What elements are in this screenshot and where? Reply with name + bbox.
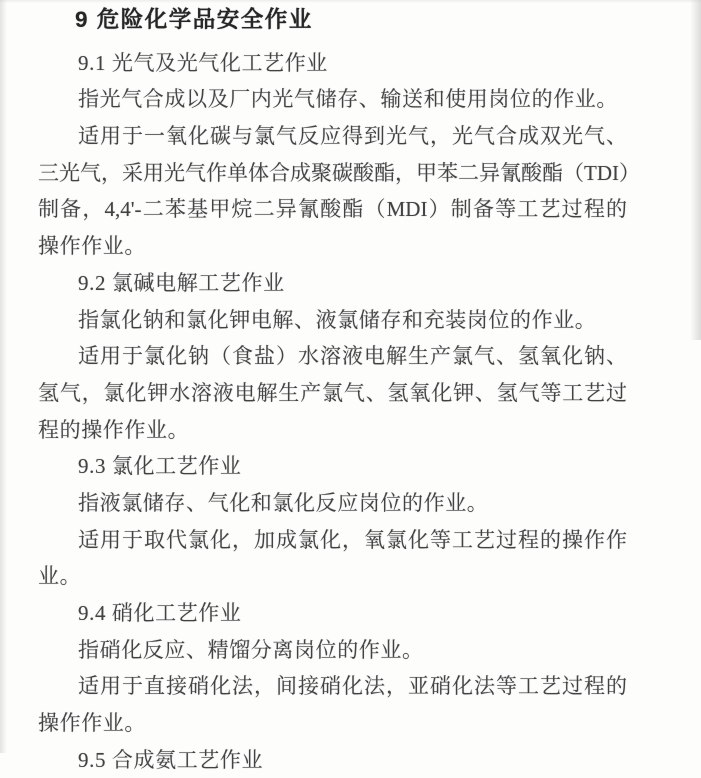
- section-heading: 9.4 硝化工艺作业: [78, 601, 242, 625]
- body-text-line: 适用于氯化钠（食盐）水溶液电解生产氯气、氢氧化钠、: [78, 344, 627, 369]
- document-heading: 9 危险化学品安全作业: [75, 7, 313, 32]
- body-text-line: 业。: [38, 564, 82, 589]
- body-text-line: 三光气，采用光气作单体合成聚碳酸酯，甲苯二异氰酸酯（TDI）: [38, 160, 640, 185]
- body-text-line: 制备，4,4'-二苯基甲烷二异氰酸酯（MDI）制备等工艺过程的: [38, 197, 627, 222]
- section-heading: 9.2 氯碱电解工艺作业: [78, 270, 285, 295]
- section-heading: 9.3 氯化工艺作业: [78, 454, 242, 479]
- body-text-line: 适用于取代氯化，加成氯化，氧氯化等工艺过程的操作作: [78, 527, 627, 552]
- body-text-line: 指硝化反应、精馏分离岗位的作业。: [78, 637, 424, 662]
- body-text-line: 操作作业。: [38, 234, 146, 259]
- body-text-line: 指氯化钠和氯化钾电解、液氯储存和充装岗位的作业。: [78, 307, 597, 332]
- body-text-line: 操作作业。: [38, 711, 146, 736]
- body-text-line: 氢气，氯化钾水溶液电解生产氯气、氢氧化钾、氢气等工艺过: [38, 380, 627, 405]
- body-text-line: 程的操作作业。: [38, 417, 190, 442]
- section-heading: 9.1 光气及光气化工艺作业: [78, 50, 328, 75]
- body-text-line: 适用于直接硝化法，间接硝化法，亚硝化法等工艺过程的: [78, 674, 627, 699]
- body-text-line: 指光气合成以及厂内光气储存、输送和使用岗位的作业。: [78, 87, 618, 112]
- body-text-line: 适用于一氧化碳与氯气反应得到光气，光气合成双光气、: [78, 124, 627, 149]
- section-heading: 9.5 合成氨工艺作业: [78, 747, 264, 772]
- body-text-line: 指液氯储存、气化和氯化反应岗位的作业。: [78, 490, 489, 515]
